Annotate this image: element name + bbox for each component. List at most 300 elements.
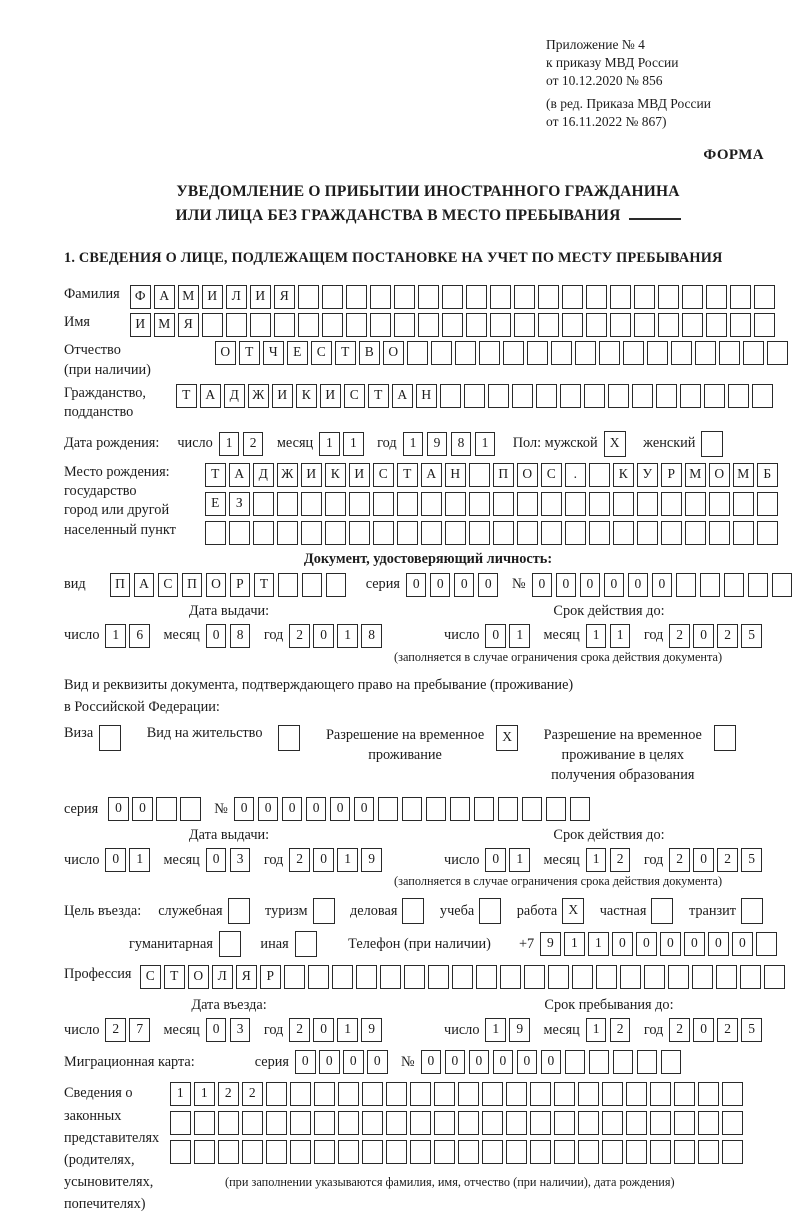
- char-cell[interactable]: Ф: [130, 285, 151, 309]
- char-cell[interactable]: [349, 521, 370, 545]
- char-cell[interactable]: [756, 932, 777, 956]
- char-cell[interactable]: [626, 1140, 647, 1164]
- char-cell[interactable]: С: [311, 341, 332, 365]
- char-cell[interactable]: [458, 1111, 479, 1135]
- char-cell[interactable]: [386, 1082, 407, 1106]
- char-cell[interactable]: [498, 797, 519, 821]
- char-cell[interactable]: [562, 313, 583, 337]
- char-cell[interactable]: [482, 1082, 503, 1106]
- char-cell[interactable]: [634, 313, 655, 337]
- char-cell[interactable]: [530, 1140, 551, 1164]
- char-cell[interactable]: 0: [105, 848, 126, 872]
- char-cell[interactable]: 0: [343, 1050, 364, 1074]
- char-cell[interactable]: А: [421, 463, 442, 487]
- char-cell[interactable]: [554, 1140, 575, 1164]
- char-cell[interactable]: [394, 285, 415, 309]
- char-cell[interactable]: [548, 965, 569, 989]
- char-cell[interactable]: [506, 1082, 527, 1106]
- char-cell[interactable]: [380, 965, 401, 989]
- char-cell[interactable]: [219, 931, 241, 957]
- char-cell[interactable]: [452, 965, 473, 989]
- char-cell[interactable]: 0: [469, 1050, 490, 1074]
- char-cell[interactable]: [613, 492, 634, 516]
- char-cell[interactable]: [356, 965, 377, 989]
- char-cell[interactable]: [490, 313, 511, 337]
- char-cell[interactable]: [541, 492, 562, 516]
- char-cell[interactable]: 0: [295, 1050, 316, 1074]
- char-cell[interactable]: 0: [652, 573, 673, 597]
- char-cell[interactable]: Р: [230, 573, 251, 597]
- char-cell[interactable]: [418, 285, 439, 309]
- char-cell[interactable]: 1: [129, 848, 150, 872]
- char-cell[interactable]: 1: [509, 848, 530, 872]
- char-cell[interactable]: [338, 1082, 359, 1106]
- char-cell[interactable]: X: [562, 898, 584, 924]
- char-cell[interactable]: [386, 1140, 407, 1164]
- char-cell[interactable]: [338, 1140, 359, 1164]
- char-cell[interactable]: [530, 1082, 551, 1106]
- char-cell[interactable]: П: [110, 573, 131, 597]
- char-cell[interactable]: 0: [517, 1050, 538, 1074]
- char-cell[interactable]: 2: [717, 848, 738, 872]
- char-cell[interactable]: 6: [129, 624, 150, 648]
- char-cell[interactable]: 1: [475, 432, 496, 456]
- char-cell[interactable]: [554, 1082, 575, 1106]
- char-cell[interactable]: [522, 797, 543, 821]
- temp-permit-edu-checkbox[interactable]: [714, 725, 740, 751]
- char-cell[interactable]: [551, 341, 572, 365]
- char-cell[interactable]: [418, 313, 439, 337]
- char-cell[interactable]: 0: [612, 932, 633, 956]
- char-cell[interactable]: [620, 965, 641, 989]
- char-cell[interactable]: Е: [205, 492, 226, 516]
- char-cell[interactable]: [613, 1050, 634, 1074]
- char-cell[interactable]: С: [344, 384, 365, 408]
- residence-permit-checkbox[interactable]: [278, 725, 304, 751]
- char-cell[interactable]: [506, 1140, 527, 1164]
- char-cell[interactable]: 1: [485, 1018, 506, 1042]
- char-cell[interactable]: [695, 341, 716, 365]
- char-cell[interactable]: Т: [205, 463, 226, 487]
- char-cell[interactable]: [325, 521, 346, 545]
- char-cell[interactable]: [404, 965, 425, 989]
- char-cell[interactable]: [610, 285, 631, 309]
- char-cell[interactable]: [752, 384, 773, 408]
- char-cell[interactable]: Т: [176, 384, 197, 408]
- char-cell[interactable]: [476, 965, 497, 989]
- char-cell[interactable]: С: [140, 965, 161, 989]
- char-cell[interactable]: 1: [337, 624, 358, 648]
- char-cell[interactable]: 0: [421, 1050, 442, 1074]
- char-cell[interactable]: [589, 1050, 610, 1074]
- char-cell[interactable]: В: [359, 341, 380, 365]
- char-cell[interactable]: 1: [403, 432, 424, 456]
- char-cell[interactable]: [700, 573, 721, 597]
- char-cell[interactable]: 1: [319, 432, 340, 456]
- char-cell[interactable]: [637, 1050, 658, 1074]
- char-cell[interactable]: [469, 492, 490, 516]
- char-cell[interactable]: [226, 313, 247, 337]
- char-cell[interactable]: [608, 384, 629, 408]
- char-cell[interactable]: [253, 521, 274, 545]
- char-cell[interactable]: 5: [741, 624, 762, 648]
- char-cell[interactable]: И: [320, 384, 341, 408]
- char-cell[interactable]: 0: [604, 573, 625, 597]
- char-cell[interactable]: [538, 313, 559, 337]
- char-cell[interactable]: 1: [105, 624, 126, 648]
- char-cell[interactable]: Я: [236, 965, 257, 989]
- char-cell[interactable]: [623, 341, 644, 365]
- char-cell[interactable]: [701, 431, 723, 457]
- char-cell[interactable]: 2: [669, 624, 690, 648]
- char-cell[interactable]: [560, 384, 581, 408]
- char-cell[interactable]: [722, 1111, 743, 1135]
- char-cell[interactable]: 9: [361, 848, 382, 872]
- char-cell[interactable]: А: [392, 384, 413, 408]
- char-cell[interactable]: [301, 492, 322, 516]
- char-cell[interactable]: 0: [367, 1050, 388, 1074]
- char-cell[interactable]: X: [604, 431, 626, 457]
- char-cell[interactable]: 2: [610, 1018, 631, 1042]
- char-cell[interactable]: Т: [164, 965, 185, 989]
- char-cell[interactable]: [431, 341, 452, 365]
- char-cell[interactable]: [562, 285, 583, 309]
- char-cell[interactable]: [180, 797, 201, 821]
- char-cell[interactable]: [596, 965, 617, 989]
- char-cell[interactable]: Л: [226, 285, 247, 309]
- char-cell[interactable]: [674, 1082, 695, 1106]
- char-cell[interactable]: 0: [478, 573, 499, 597]
- char-cell[interactable]: [466, 313, 487, 337]
- char-cell[interactable]: [278, 725, 300, 751]
- char-cell[interactable]: [308, 965, 329, 989]
- char-cell[interactable]: И: [349, 463, 370, 487]
- char-cell[interactable]: 2: [669, 848, 690, 872]
- char-cell[interactable]: Т: [397, 463, 418, 487]
- char-cell[interactable]: А: [229, 463, 250, 487]
- char-cell[interactable]: [743, 341, 764, 365]
- char-cell[interactable]: [442, 285, 463, 309]
- char-cell[interactable]: С: [373, 463, 394, 487]
- char-cell[interactable]: [290, 1140, 311, 1164]
- char-cell[interactable]: А: [154, 285, 175, 309]
- char-cell[interactable]: [466, 285, 487, 309]
- char-cell[interactable]: [194, 1140, 215, 1164]
- char-cell[interactable]: [578, 1082, 599, 1106]
- char-cell[interactable]: 1: [343, 432, 364, 456]
- char-cell[interactable]: 0: [708, 932, 729, 956]
- char-cell[interactable]: [517, 492, 538, 516]
- char-cell[interactable]: [402, 898, 424, 924]
- char-cell[interactable]: Н: [416, 384, 437, 408]
- char-cell[interactable]: С: [158, 573, 179, 597]
- char-cell[interactable]: [733, 521, 754, 545]
- char-cell[interactable]: [514, 313, 535, 337]
- char-cell[interactable]: 3: [230, 848, 251, 872]
- char-cell[interactable]: [565, 1050, 586, 1074]
- char-cell[interactable]: .: [565, 463, 586, 487]
- char-cell[interactable]: [313, 898, 335, 924]
- char-cell[interactable]: [530, 1111, 551, 1135]
- char-cell[interactable]: [698, 1082, 719, 1106]
- char-cell[interactable]: [464, 384, 485, 408]
- char-cell[interactable]: 0: [258, 797, 279, 821]
- char-cell[interactable]: А: [134, 573, 155, 597]
- char-cell[interactable]: [748, 573, 769, 597]
- char-cell[interactable]: 0: [485, 624, 506, 648]
- char-cell[interactable]: [709, 492, 730, 516]
- purpose-tourism-checkbox[interactable]: [313, 898, 339, 924]
- char-cell[interactable]: Ж: [277, 463, 298, 487]
- char-cell[interactable]: Д: [224, 384, 245, 408]
- char-cell[interactable]: 0: [636, 932, 657, 956]
- char-cell[interactable]: П: [493, 463, 514, 487]
- char-cell[interactable]: 0: [206, 624, 227, 648]
- char-cell[interactable]: 2: [242, 1082, 263, 1106]
- char-cell[interactable]: [714, 725, 736, 751]
- char-cell[interactable]: 0: [556, 573, 577, 597]
- char-cell[interactable]: [685, 492, 706, 516]
- char-cell[interactable]: [434, 1140, 455, 1164]
- char-cell[interactable]: [434, 1111, 455, 1135]
- char-cell[interactable]: [421, 492, 442, 516]
- char-cell[interactable]: [362, 1111, 383, 1135]
- char-cell[interactable]: К: [296, 384, 317, 408]
- char-cell[interactable]: [668, 965, 689, 989]
- char-cell[interactable]: Я: [274, 285, 295, 309]
- char-cell[interactable]: [661, 521, 682, 545]
- char-cell[interactable]: 0: [532, 573, 553, 597]
- char-cell[interactable]: 1: [588, 932, 609, 956]
- char-cell[interactable]: [479, 898, 501, 924]
- char-cell[interactable]: [370, 313, 391, 337]
- char-cell[interactable]: [290, 1111, 311, 1135]
- char-cell[interactable]: [474, 797, 495, 821]
- char-cell[interactable]: 0: [493, 1050, 514, 1074]
- char-cell[interactable]: [482, 1111, 503, 1135]
- char-cell[interactable]: [722, 1082, 743, 1106]
- char-cell[interactable]: [314, 1111, 335, 1135]
- char-cell[interactable]: 7: [129, 1018, 150, 1042]
- char-cell[interactable]: 2: [669, 1018, 690, 1042]
- char-cell[interactable]: 0: [132, 797, 153, 821]
- char-cell[interactable]: [266, 1140, 287, 1164]
- char-cell[interactable]: [706, 285, 727, 309]
- char-cell[interactable]: [349, 492, 370, 516]
- char-cell[interactable]: Н: [445, 463, 466, 487]
- char-cell[interactable]: 0: [306, 797, 327, 821]
- char-cell[interactable]: 0: [282, 797, 303, 821]
- char-cell[interactable]: [253, 492, 274, 516]
- char-cell[interactable]: [421, 521, 442, 545]
- char-cell[interactable]: [325, 492, 346, 516]
- char-cell[interactable]: Р: [661, 463, 682, 487]
- char-cell[interactable]: Д: [253, 463, 274, 487]
- char-cell[interactable]: 8: [230, 624, 251, 648]
- char-cell[interactable]: 0: [313, 848, 334, 872]
- purpose-study-checkbox[interactable]: [479, 898, 505, 924]
- char-cell[interactable]: [719, 341, 740, 365]
- char-cell[interactable]: [517, 521, 538, 545]
- char-cell[interactable]: 1: [194, 1082, 215, 1106]
- char-cell[interactable]: 2: [717, 624, 738, 648]
- char-cell[interactable]: [602, 1111, 623, 1135]
- char-cell[interactable]: [373, 521, 394, 545]
- char-cell[interactable]: X: [496, 725, 518, 751]
- char-cell[interactable]: [410, 1140, 431, 1164]
- char-cell[interactable]: [626, 1082, 647, 1106]
- char-cell[interactable]: Ч: [263, 341, 284, 365]
- char-cell[interactable]: Ж: [248, 384, 269, 408]
- char-cell[interactable]: [326, 573, 347, 597]
- char-cell[interactable]: 9: [540, 932, 561, 956]
- char-cell[interactable]: [482, 1140, 503, 1164]
- purpose-official-checkbox[interactable]: [228, 898, 254, 924]
- char-cell[interactable]: [730, 313, 751, 337]
- char-cell[interactable]: [274, 313, 295, 337]
- char-cell[interactable]: [458, 1082, 479, 1106]
- char-cell[interactable]: [205, 521, 226, 545]
- char-cell[interactable]: [764, 965, 785, 989]
- char-cell[interactable]: 0: [406, 573, 427, 597]
- char-cell[interactable]: 2: [289, 848, 310, 872]
- char-cell[interactable]: 0: [628, 573, 649, 597]
- char-cell[interactable]: О: [206, 573, 227, 597]
- char-cell[interactable]: [674, 1111, 695, 1135]
- char-cell[interactable]: [546, 797, 567, 821]
- char-cell[interactable]: [637, 492, 658, 516]
- char-cell[interactable]: П: [182, 573, 203, 597]
- char-cell[interactable]: [578, 1140, 599, 1164]
- char-cell[interactable]: [277, 521, 298, 545]
- char-cell[interactable]: [602, 1082, 623, 1106]
- char-cell[interactable]: 1: [219, 432, 240, 456]
- char-cell[interactable]: 0: [485, 848, 506, 872]
- char-cell[interactable]: [626, 1111, 647, 1135]
- char-cell[interactable]: [346, 285, 367, 309]
- char-cell[interactable]: [671, 341, 692, 365]
- char-cell[interactable]: Е: [287, 341, 308, 365]
- char-cell[interactable]: [741, 898, 763, 924]
- temp-permit-checkbox[interactable]: [496, 725, 522, 751]
- char-cell[interactable]: 0: [660, 932, 681, 956]
- char-cell[interactable]: [709, 521, 730, 545]
- char-cell[interactable]: 2: [218, 1082, 239, 1106]
- char-cell[interactable]: 0: [454, 573, 475, 597]
- char-cell[interactable]: 2: [289, 1018, 310, 1042]
- char-cell[interactable]: [450, 797, 471, 821]
- char-cell[interactable]: 0: [206, 1018, 227, 1042]
- purpose-work-checkbox[interactable]: [562, 898, 588, 924]
- char-cell[interactable]: [284, 965, 305, 989]
- char-cell[interactable]: [445, 492, 466, 516]
- char-cell[interactable]: [170, 1140, 191, 1164]
- char-cell[interactable]: 2: [289, 624, 310, 648]
- char-cell[interactable]: И: [130, 313, 151, 337]
- char-cell[interactable]: [698, 1111, 719, 1135]
- char-cell[interactable]: [722, 1140, 743, 1164]
- char-cell[interactable]: [637, 521, 658, 545]
- char-cell[interactable]: Л: [212, 965, 233, 989]
- char-cell[interactable]: [647, 341, 668, 365]
- char-cell[interactable]: [524, 965, 545, 989]
- char-cell[interactable]: [676, 573, 697, 597]
- sex-female-checkbox[interactable]: [701, 431, 727, 457]
- char-cell[interactable]: 1: [509, 624, 530, 648]
- char-cell[interactable]: [490, 285, 511, 309]
- char-cell[interactable]: [277, 492, 298, 516]
- char-cell[interactable]: М: [154, 313, 175, 337]
- char-cell[interactable]: [610, 313, 631, 337]
- char-cell[interactable]: 1: [170, 1082, 191, 1106]
- char-cell[interactable]: [685, 521, 706, 545]
- char-cell[interactable]: [170, 1111, 191, 1135]
- char-cell[interactable]: 0: [693, 1018, 714, 1042]
- char-cell[interactable]: [754, 313, 775, 337]
- char-cell[interactable]: [386, 1111, 407, 1135]
- char-cell[interactable]: [728, 384, 749, 408]
- char-cell[interactable]: [541, 521, 562, 545]
- purpose-business-checkbox[interactable]: [402, 898, 428, 924]
- char-cell[interactable]: [301, 521, 322, 545]
- char-cell[interactable]: У: [637, 463, 658, 487]
- char-cell[interactable]: Б: [757, 463, 778, 487]
- char-cell[interactable]: [613, 521, 634, 545]
- char-cell[interactable]: [314, 1140, 335, 1164]
- sex-male-checkbox[interactable]: [604, 431, 630, 457]
- char-cell[interactable]: А: [200, 384, 221, 408]
- char-cell[interactable]: [650, 1111, 671, 1135]
- char-cell[interactable]: [488, 384, 509, 408]
- char-cell[interactable]: 5: [741, 1018, 762, 1042]
- char-cell[interactable]: [757, 521, 778, 545]
- char-cell[interactable]: [704, 384, 725, 408]
- char-cell[interactable]: [302, 573, 323, 597]
- char-cell[interactable]: И: [272, 384, 293, 408]
- char-cell[interactable]: [202, 313, 223, 337]
- char-cell[interactable]: М: [178, 285, 199, 309]
- char-cell[interactable]: 1: [610, 624, 631, 648]
- char-cell[interactable]: [402, 797, 423, 821]
- char-cell[interactable]: [242, 1111, 263, 1135]
- char-cell[interactable]: [634, 285, 655, 309]
- char-cell[interactable]: [362, 1140, 383, 1164]
- char-cell[interactable]: 0: [330, 797, 351, 821]
- purpose-humanitarian-checkbox[interactable]: [219, 931, 245, 957]
- char-cell[interactable]: [565, 521, 586, 545]
- char-cell[interactable]: Я: [178, 313, 199, 337]
- char-cell[interactable]: 0: [108, 797, 129, 821]
- char-cell[interactable]: [378, 797, 399, 821]
- char-cell[interactable]: [394, 313, 415, 337]
- char-cell[interactable]: [410, 1111, 431, 1135]
- char-cell[interactable]: [658, 285, 679, 309]
- char-cell[interactable]: [99, 725, 121, 751]
- char-cell[interactable]: [661, 492, 682, 516]
- char-cell[interactable]: К: [613, 463, 634, 487]
- char-cell[interactable]: 2: [717, 1018, 738, 1042]
- char-cell[interactable]: [373, 492, 394, 516]
- char-cell[interactable]: [698, 1140, 719, 1164]
- char-cell[interactable]: О: [215, 341, 236, 365]
- char-cell[interactable]: [397, 492, 418, 516]
- char-cell[interactable]: 0: [445, 1050, 466, 1074]
- char-cell[interactable]: [536, 384, 557, 408]
- char-cell[interactable]: [589, 492, 610, 516]
- char-cell[interactable]: [428, 965, 449, 989]
- char-cell[interactable]: 0: [541, 1050, 562, 1074]
- char-cell[interactable]: [426, 797, 447, 821]
